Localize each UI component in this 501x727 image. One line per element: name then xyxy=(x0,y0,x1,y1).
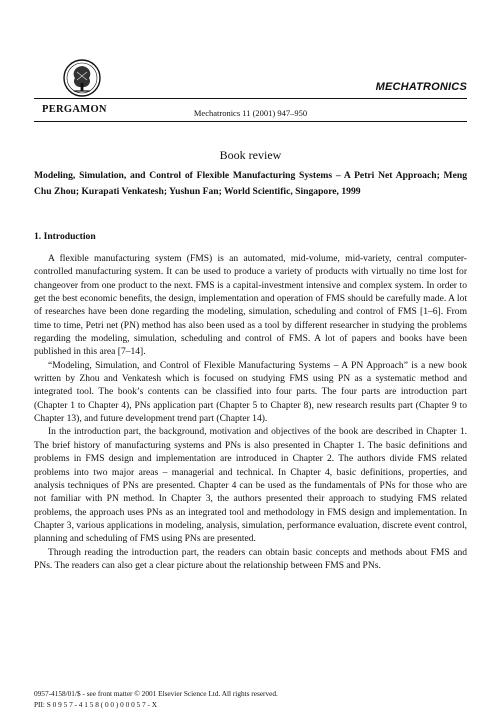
book-title: Modeling, Simulation, and Control of Flexible Manufacturing Systems – A Petri Net Approach; Meng Chu Zhou; Kurapati Venkatesh; Yushun Fan; World Scientific, Singapore, 1999 xyxy=(34,170,467,197)
paragraph: A flexible manufacturing system (FMS) is an automated, mid-volume, mid-variety, central computer-controlled manufacturing system. It can be used to produce a variety of products with virtually no time lost for changeover from one product to the next. FMS is a capital-investment intensive and complex system. In order to get the best economic benefits, the design, implementation and operation of FMS should be carefully made. A lot of researches have been done regarding the modeling, simulation, scheduling and control of FMS [1–6]. From time to time, Petri net (PN) method has also been used as a tool by different researcher in studying the problems regarding the modeling, simulation, scheduling and control of FMS. A lot of papers and books have been published in this area [7–14]. xyxy=(34,253,467,358)
intro-heading: 1. Introduction xyxy=(34,231,96,242)
journal-citation: Mechatronics 11 (2001) 947–950 xyxy=(193,108,308,118)
publisher-name: PERGAMON xyxy=(42,104,107,115)
pii-line: PII: S 0 9 5 7 - 4 1 5 8 ( 0 0 ) 0 0 0 5 7 - X xyxy=(34,700,158,709)
journal-logo: MECHATRONICS xyxy=(375,81,467,93)
header-rule-bottom xyxy=(34,121,467,122)
paragraph: Through reading the introduction part, the readers can obtain basic concepts and methods about FMS and PNs. The readers can also get a clear picture about the relationship between FMS and PNs. xyxy=(34,546,467,571)
paragraph: In the introduction part, the background, motivation and objectives of the book are described in Chapter 1. The brief history of manufacturing systems and PNs is also presented in Chapter 1. The basic definitions and problems in FMS design and implementation are introduced in Chapter 2. The authors divide FMS related problems into two major areas – managerial and technical. In Chapter 4, basic definitions, properties, and analysis techniques of PNs are presented. Chapter 4 can be used as the fundamentals of PNs for those who are not familiar with PN method. In Chapter 3, the authors presented their approach to studying FMS related problems, the approach uses PNs as an integrated tool and methodology in FMS design and implementation. In Chapter 3, various applications in modeling, analysis, simulation, performance evaluation, discrete event control, planning and scheduling of FMS using PNs are presented. xyxy=(34,426,467,545)
paragraph: “Modeling, Simulation, and Control of Flexible Manufacturing Systems – A PN Approach” is a new book written by Zhou and Venkatesh which is focused on studying FMS using PN as a systematic method and integrated tool. The book’s contents can be classified into four parts. The four parts are introduction part (Chapter 1 to Chapter 4), PNs application part (Chapter 5 to Chapter 8), new research results part (Chapter 9 to Chapter 13), and future development trend part (Chapter 14). xyxy=(34,359,467,425)
article-body xyxy=(34,252,467,572)
section-label: Book review xyxy=(219,148,282,162)
copyright-line: 0957-4158/01/$ - see front matter © 2001 Elsevier Science Ltd. All rights reserved. xyxy=(34,689,278,698)
header-rule xyxy=(34,98,467,99)
footer xyxy=(34,688,278,710)
elsevier-tree-logo xyxy=(62,58,102,98)
